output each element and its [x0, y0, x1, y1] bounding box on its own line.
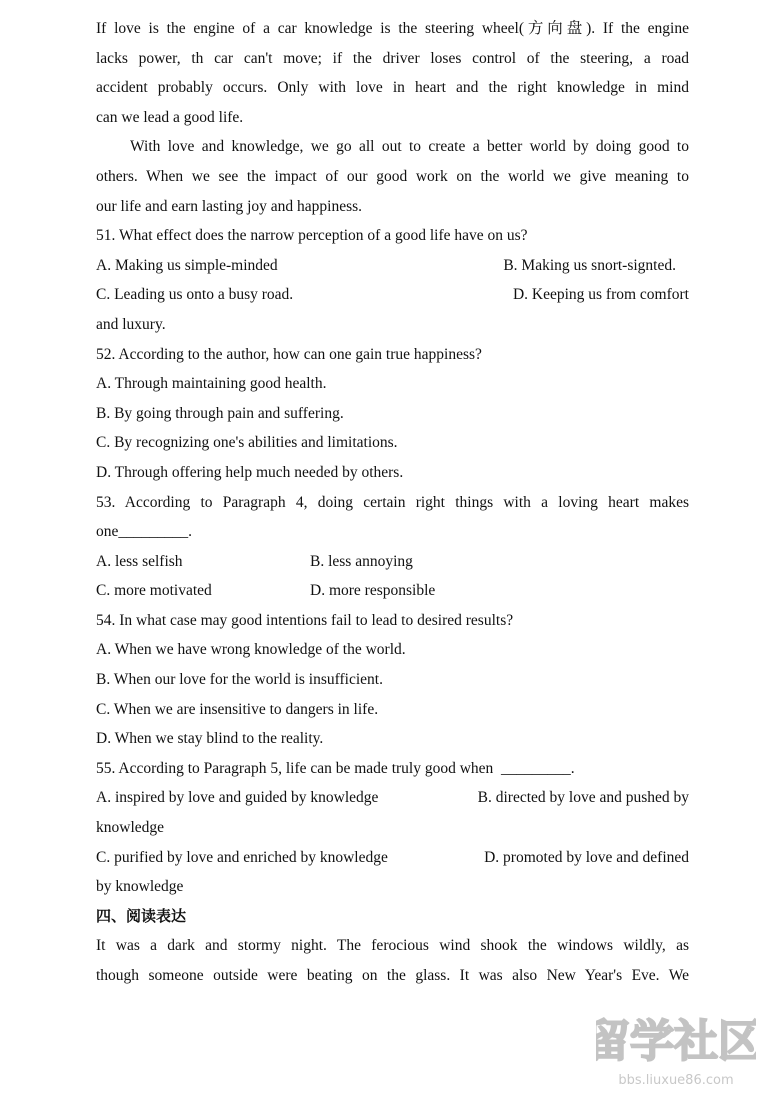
text-line: can we lead a good life.	[96, 108, 244, 126]
text-line: If love is the engine of a car knowledge is the steering wheel(方向盘). If the engine	[96, 20, 689, 37]
question-stem: 51. What effect does the narrow perception of a good life have on us?	[96, 227, 528, 245]
question-54	[96, 606, 689, 754]
option-a: A. Making us simple-minded	[96, 256, 278, 274]
section-reading-expression	[96, 902, 689, 991]
text-line: our life and earn lasting joy and happiness.	[96, 197, 363, 215]
option-c: C. more motivated	[96, 582, 212, 600]
option-c: C. Leading us onto a busy road.	[96, 286, 294, 304]
option-b-continued: knowledge	[96, 819, 165, 837]
option-d: D. promoted by love and defined	[484, 848, 689, 866]
question-53	[96, 488, 689, 606]
option-a: A. When we have wrong knowledge of the world.	[96, 641, 406, 659]
option-d: D. When we stay blind to the reality.	[96, 730, 324, 748]
option-c: C. When we are insensitive to dangers in life.	[96, 700, 379, 718]
option-b: B. When our love for the world is insufficient.	[96, 671, 383, 689]
option-d: D. Keeping us from comfort	[512, 286, 689, 304]
option-c: C. purified by love and enriched by knowledge	[96, 848, 388, 866]
question-stem-continued: one_________.	[96, 523, 193, 541]
option-d: D. Through offering help much needed by others.	[96, 463, 404, 481]
question-stem: 54. In what case may good intentions fail to lead to desired results?	[96, 611, 514, 629]
watermark-logo-icon	[596, 1004, 756, 1092]
site-watermark	[596, 1004, 756, 1092]
option-b: B. By going through pain and suffering.	[96, 404, 344, 422]
question-55	[96, 754, 689, 902]
option-d: D. more responsible	[310, 582, 436, 600]
question-stem: 52. According to the author, how can one gain true happiness?	[96, 345, 482, 363]
option-b: B. Making us snort-signted.	[503, 256, 676, 274]
text-line: With love and knowledge, we go all out to create a better world by doing good to	[130, 138, 689, 156]
paragraph-love-knowledge	[96, 14, 689, 132]
option-d-continued: and luxury.	[96, 315, 166, 333]
question-52	[96, 340, 689, 488]
question-stem: 53. According to Paragraph 4, doing certain right things with a loving heart makes	[96, 493, 689, 511]
question-stem: 55. According to Paragraph 5, life can be made truly good when _________.	[96, 759, 575, 777]
option-a: A. less selfish	[96, 552, 183, 570]
text-line: lacks power, th car can't move; if the driver loses control of the steering, a road	[96, 49, 689, 67]
option-d-continued: by knowledge	[96, 878, 184, 896]
text-line: others. When we see the impact of our good work on the world we give meaning to	[96, 167, 689, 185]
option-b: B. less annoying	[310, 552, 413, 570]
option-c: C. By recognizing one's abilities and limitations.	[96, 434, 398, 452]
question-51	[96, 221, 689, 339]
option-b: B. directed by love and pushed by	[477, 789, 689, 807]
watermark-text: 留学社区	[596, 1016, 756, 1067]
option-a: A. inspired by love and guided by knowledge	[96, 789, 379, 807]
section-title: 四、阅读表达	[96, 906, 187, 925]
document-page	[96, 14, 689, 991]
text-line: accident probably occurs. Only with love in heart and the right knowledge in mind	[96, 79, 689, 97]
paragraph-better-world	[96, 132, 689, 221]
option-a: A. Through maintaining good health.	[96, 375, 327, 393]
watermark-url: bbs.liuxue86.com	[618, 1073, 734, 1088]
text-line: It was a dark and stormy night. The ferocious wind shook the windows wildly, as	[96, 937, 689, 955]
text-line: though someone outside were beating on the glass. It was also New Year's Eve. We	[96, 967, 689, 984]
